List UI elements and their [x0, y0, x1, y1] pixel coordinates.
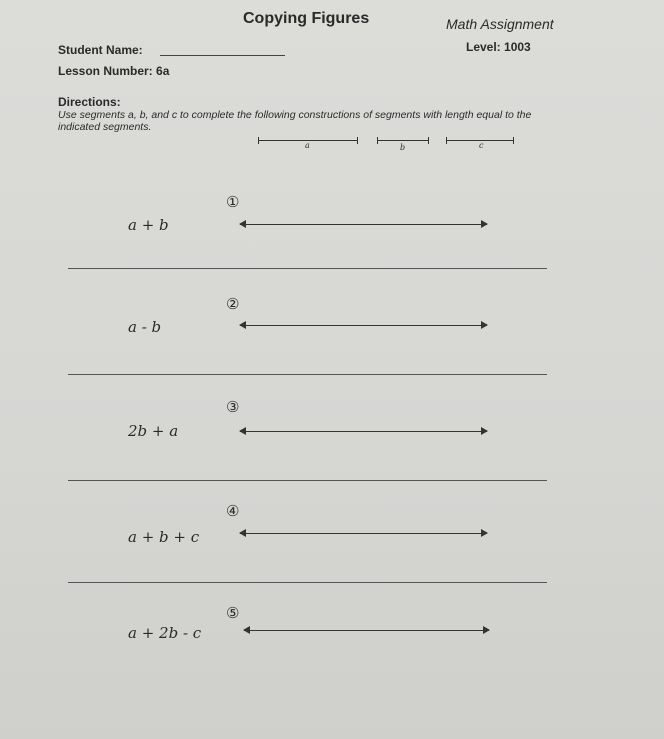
problem-3-construction-line[interactable] [240, 431, 487, 432]
directions-text: Use segments a, b, and c to complete the following constructions of segments with length equal to the indicated segments. [58, 109, 532, 133]
divider-1 [68, 268, 547, 269]
directions-heading: Directions: [58, 95, 121, 109]
problem-2-expression: a - b [128, 318, 162, 336]
problem-5-expression: a + 2b - c [128, 624, 202, 642]
assignment-label: Math Assignment [446, 16, 554, 32]
divider-4 [68, 582, 547, 583]
lesson-number-label: Lesson Number: 6a [58, 64, 170, 78]
page-title: Copying Figures [243, 10, 370, 27]
problem-3-expression: 2b + a [128, 422, 179, 440]
problem-2-number: ② [226, 296, 240, 313]
problem-4-expression: a + b + c [128, 528, 200, 546]
problem-1-expression: a + b [128, 216, 169, 234]
segment-c-label: c [479, 141, 484, 150]
problem-3-number: ③ [226, 399, 240, 416]
segment-a-label: a [305, 141, 310, 150]
student-name-label: Student Name: [58, 43, 143, 57]
level-label: Level: 1003 [466, 40, 531, 54]
divider-3 [68, 480, 547, 481]
segment-b [377, 140, 429, 141]
problem-4-construction-line[interactable] [240, 533, 487, 534]
divider-2 [68, 374, 547, 375]
problem-5-construction-line[interactable] [244, 630, 489, 631]
problem-4-number: ④ [226, 503, 240, 520]
problem-1-construction-line[interactable] [240, 224, 487, 225]
problem-2-construction-line[interactable] [240, 325, 487, 326]
problem-1-number: ① [226, 194, 240, 211]
student-name-field[interactable] [160, 55, 285, 56]
segment-b-label: b [400, 143, 406, 152]
problem-5-number: ⑤ [226, 605, 240, 622]
